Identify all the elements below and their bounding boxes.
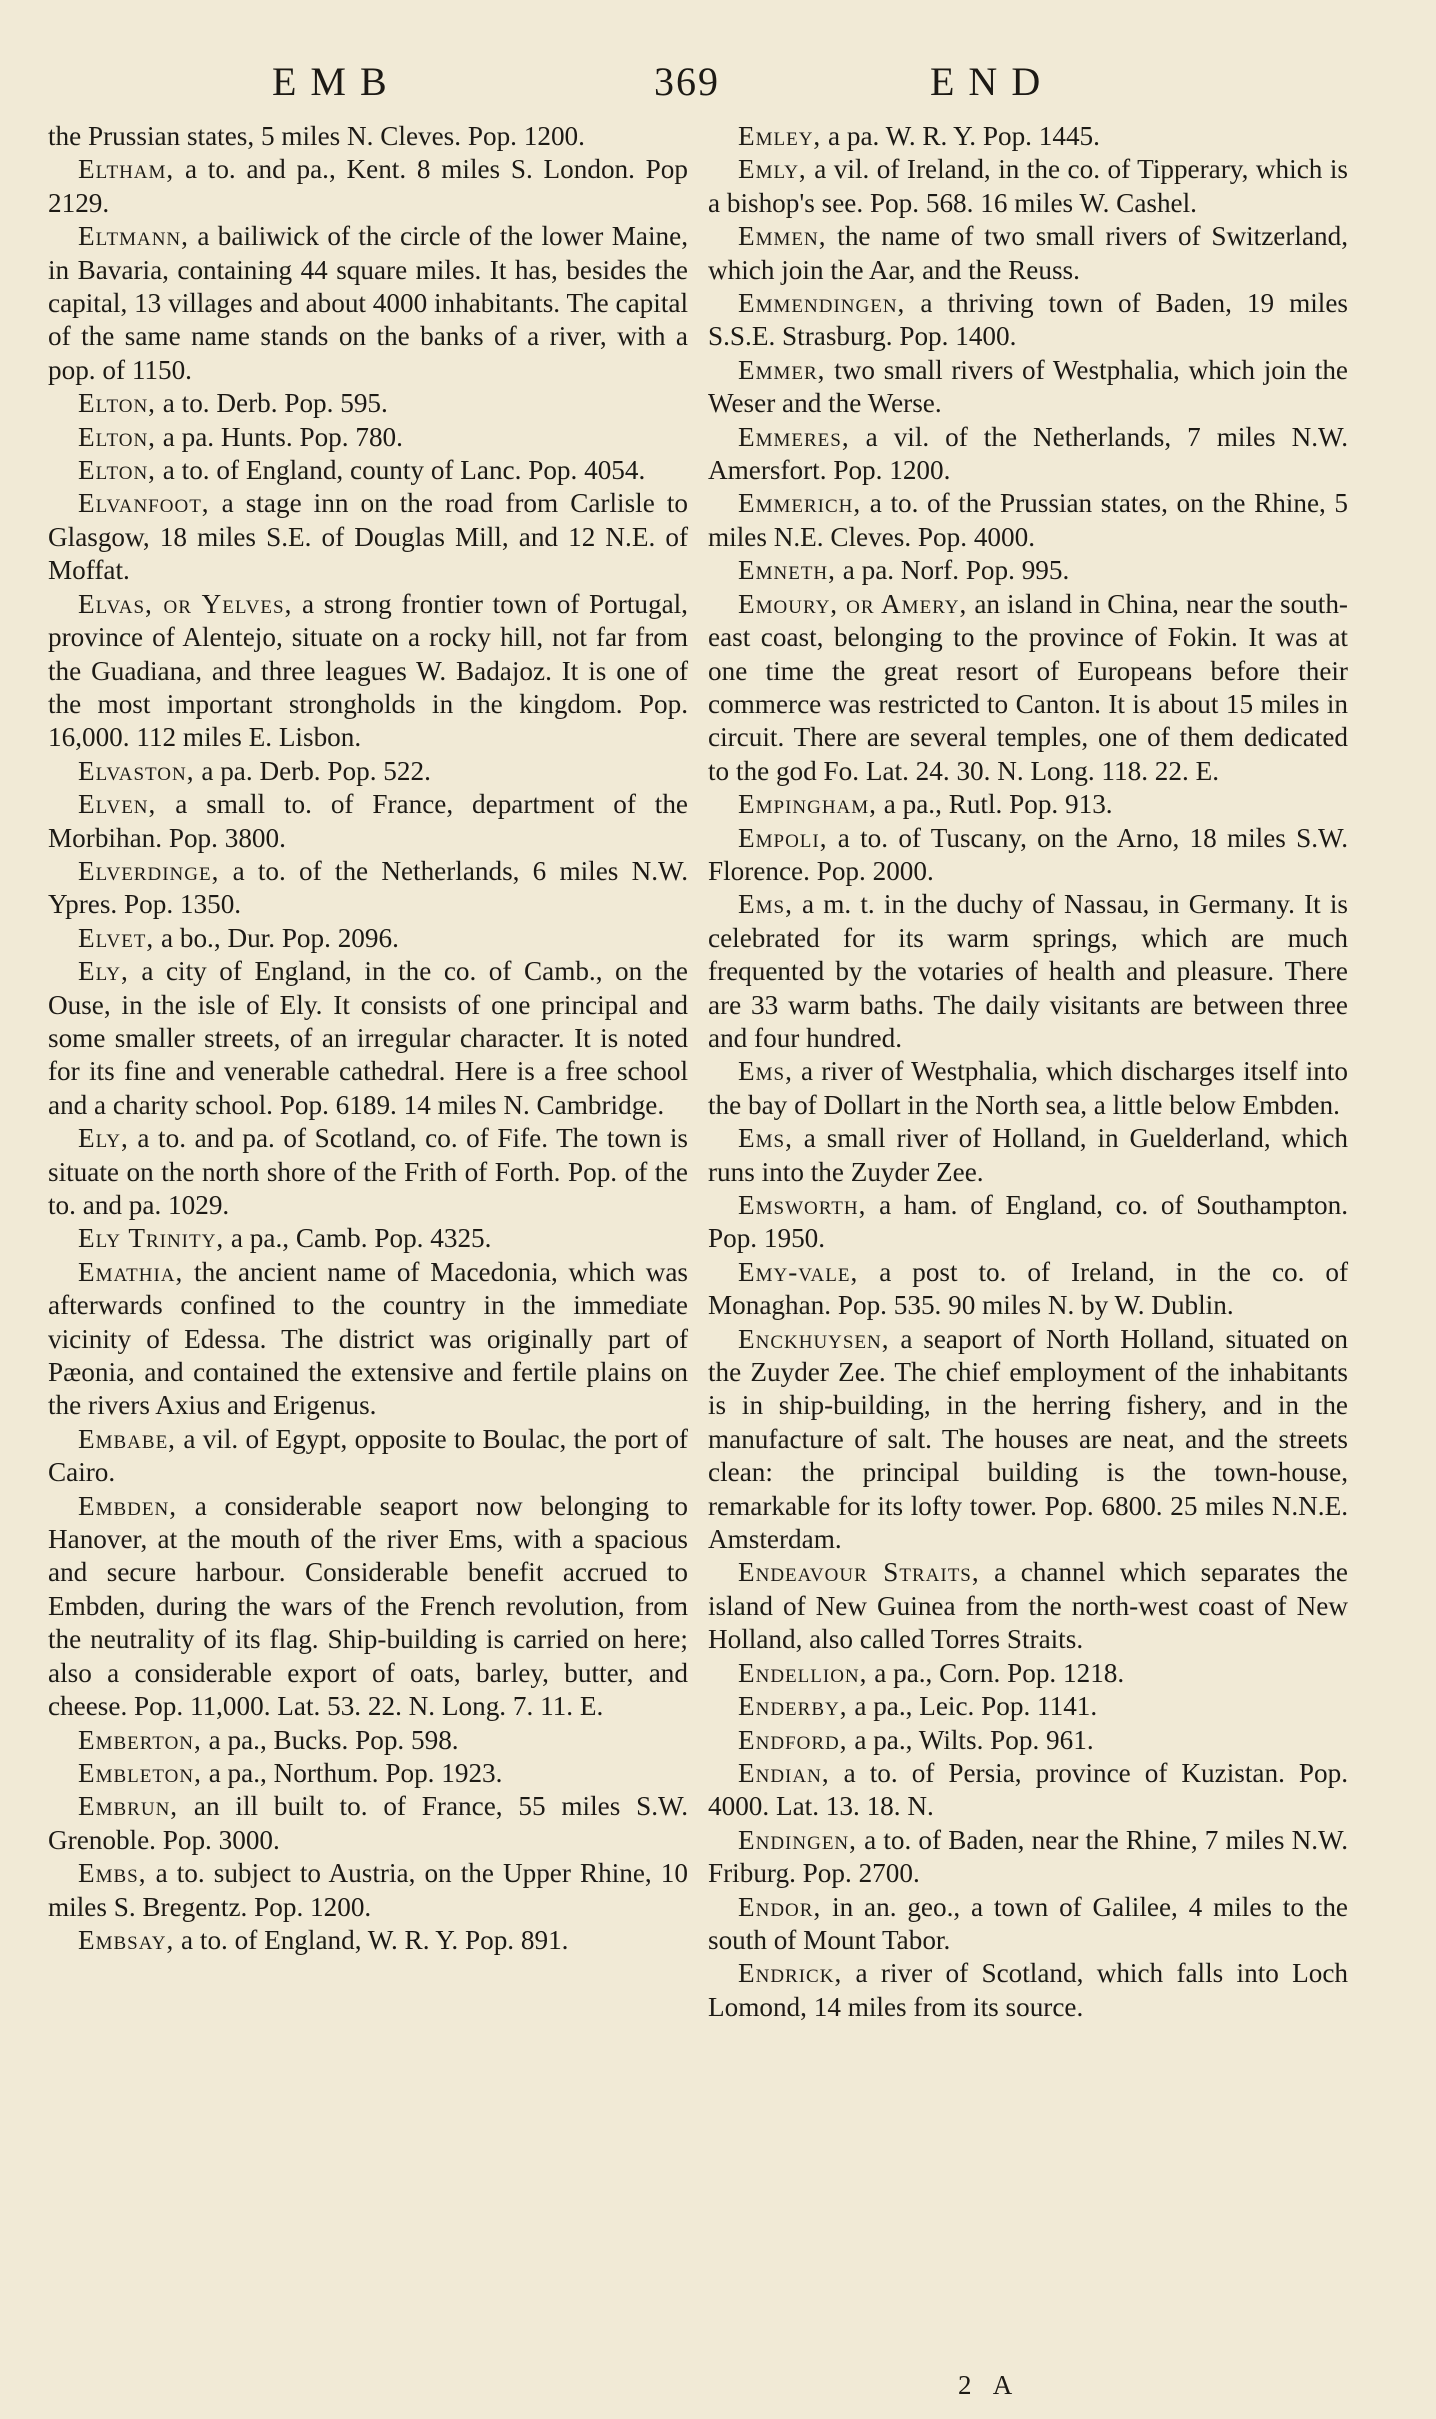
entry-text: an island in China, near the south-east coast, belonging to the province of Fokin. It was at one time the great resort of Europeans before their commerce was restricted to Canton. It is about 15 miles in circuit. There are several temples, one of them dedicated to the god Fo. Lat. 24. 30. N. Long. 118. 22. E. <box>708 588 1348 786</box>
entry-text: a city of England, in the co. of Camb., on the Ouse, in the isle of Ely. It consists of one principal and some smaller streets, of an irregular character. It is noted for its fine and venerable cathedral. Here is a free school and a charity school. Pop. 6189. 14 miles N. Cambridge. <box>48 956 688 1120</box>
gazetteer-entry <box>708 1690 1348 1723</box>
entry-headword: Elton, <box>78 421 156 452</box>
gazetteer-entry <box>708 1055 1348 1122</box>
gazetteer-entry <box>708 1323 1348 1557</box>
entry-headword: Elton, <box>78 455 156 486</box>
gazetteer-entry <box>48 220 688 387</box>
gazetteer-entry <box>708 822 1348 889</box>
entry-headword: Elverdinge, <box>78 855 220 886</box>
entry-headword: Empoli, <box>738 822 828 853</box>
entry-text: a to. of the Netherlands, 6 miles N.W. Ypres. Pop. 1350. <box>48 855 688 920</box>
entry-headword: Emmer, <box>738 354 826 385</box>
gazetteer-entry <box>48 1222 688 1255</box>
entry-text: a pa. W. R. Y. Pop. 1445. <box>821 121 1100 151</box>
entry-text: a to. and pa. of Scotland, co. of Fife. The town is situate on the north shore of the Frith of Forth. Pop. of the to. and pa. 1029. <box>48 1123 688 1220</box>
entry-headword: Ems, <box>738 1123 793 1154</box>
gazetteer-entry <box>48 1423 688 1490</box>
gazetteer-entry <box>708 1256 1348 1323</box>
entry-text: a river of Scotland, which falls into Loch Lomond, 14 miles from its source. <box>708 1958 1348 2022</box>
gazetteer-entry <box>708 1824 1348 1891</box>
entry-text: a pa. Derb. Pop. 522. <box>194 755 431 786</box>
entry-text: a m. t. in the duchy of Nassau, in Germany. It is celebrated for its warm springs, which are much frequented by the votaries of health and pleasure. There are 33 warm baths. The daily visitants are between three and four hundred. <box>708 889 1348 1053</box>
entry-text: a pa., Rutl. Pop. 913. <box>876 789 1113 820</box>
gazetteer-entry <box>48 1122 688 1222</box>
gazetteer-entry <box>48 855 688 922</box>
header-left-guideword: EMB <box>272 59 401 104</box>
entry-text: a pa., Wilts. Pop. 961. <box>847 1724 1094 1755</box>
entry-headword: Emmendingen, <box>738 288 906 319</box>
gazetteer-entry <box>48 955 688 1122</box>
entry-headword: Emly, <box>738 154 807 185</box>
gazetteer-entry <box>48 788 688 855</box>
entry-headword: Embleton, <box>78 1757 202 1788</box>
entry-text: a pa., Camb. Pop. 4325. <box>224 1223 492 1254</box>
entry-text: a to. and pa., Kent. 8 miles S. London. Pop 2129. <box>48 154 688 218</box>
entry-text: a bo., Dur. Pop. 2096. <box>154 922 399 953</box>
entry-text: a post to. of Ireland, in the co. of Monaghan. Pop. 535. 90 miles N. by W. Dublin. <box>708 1256 1348 1321</box>
entry-headword: Endeavour Straits, <box>738 1557 980 1588</box>
page-number: 369 <box>654 59 720 104</box>
entry-text: a ham. of England, co. of Southampton. Pop. 1950. <box>708 1190 1348 1254</box>
gazetteer-entry <box>708 120 1348 153</box>
entry-text: a vil. of the Netherlands, 7 miles N.W. Amersfort. Pop. 1200. <box>708 421 1348 486</box>
gazetteer-entry <box>708 153 1348 220</box>
entry-text: the ancient name of Macedonia, which was afterwards confined to the country in the immediate vicinity of Edessa. The district was originally part of Pæonia, and contained the extensive and fertile plains on the rivers Axius and Erigenus. <box>48 1256 688 1421</box>
gazetteer-entry <box>708 287 1348 354</box>
entry-headword: Emathia, <box>78 1256 184 1287</box>
gazetteer-entry <box>708 220 1348 287</box>
entry-headword: Emley, <box>738 121 822 151</box>
gazetteer-entry <box>708 588 1348 788</box>
gazetteer-entry <box>48 454 688 487</box>
entry-text: in an. geo., a town of Galilee, 4 miles to the south of Mount Tabor. <box>708 1891 1348 1955</box>
entry-headword: Endellion, <box>738 1657 868 1688</box>
entry-headword: Embabe, <box>78 1423 176 1454</box>
entry-text: a vil. of Ireland, in the co. of Tipperary, which is a bishop's see. Pop. 568. 16 miles W. Cashel. <box>708 154 1348 218</box>
entry-headword: Elvanfoot, <box>78 488 210 519</box>
entry-headword: Elvaston, <box>78 755 195 786</box>
entry-text: a to. of Persia, province of Kuzistan. Pop. 4000. Lat. 13. 18. N. <box>708 1757 1348 1822</box>
gazetteer-entry <box>708 1657 1348 1690</box>
entry-text: a to. of Tuscany, on the Arno, 18 miles S.W. Florence. Pop. 2000. <box>708 822 1348 886</box>
entry-text: the Prussian states, 5 miles N. Cleves. Pop. 1200. <box>48 121 585 151</box>
gazetteer-entry <box>48 1490 688 1724</box>
entry-text: an ill built to. of France, 55 miles S.W. Grenoble. Pop. 3000. <box>48 1791 688 1855</box>
entry-text: a pa., Leic. Pop. 1141. <box>847 1691 1098 1722</box>
gazetteer-entry <box>708 354 1348 421</box>
gazetteer-entry <box>708 421 1348 488</box>
signature-mark: 2 A <box>958 2370 1021 2400</box>
gazetteer-entry <box>48 487 688 587</box>
entry-headword: Emsworth, <box>738 1190 867 1220</box>
entry-headword: Endford, <box>738 1724 848 1755</box>
header-right-guideword: END <box>930 59 1055 104</box>
entry-headword: Enckhuysen, <box>738 1323 890 1354</box>
gazetteer-entry <box>708 1891 1348 1958</box>
gazetteer-entry <box>48 421 688 454</box>
gazetteer-entry <box>708 888 1348 1055</box>
entry-headword: Emneth, <box>738 555 836 586</box>
entry-headword: Endingen, <box>738 1824 857 1855</box>
gazetteer-entry <box>48 120 688 153</box>
entry-headword: Embs, <box>78 1858 147 1889</box>
running-header <box>0 58 1436 114</box>
entry-text: a thriving town of Baden, 19 miles S.S.E. Strasburg. Pop. 1400. <box>708 288 1348 352</box>
entry-headword: Elvas, or Yelves, <box>78 588 293 619</box>
right-column <box>708 120 1348 2024</box>
entry-headword: Endor, <box>738 1891 822 1922</box>
entry-text: a channel which separates the island of New Guinea from the north-west coast of New Holland, also called Torres Straits. <box>708 1557 1348 1655</box>
left-column <box>48 120 688 1957</box>
entry-text: a to. of the Prussian states, on the Rhine, 5 miles N.E. Cleves. Pop. 4000. <box>708 488 1348 552</box>
entry-text: a seaport of North Holland, situated on the Zuyder Zee. The chief employment of the inhabitants is in ship-building, in the herring fishery, and in the manufacture of salt. The houses are neat, and the streets clean: the principal building is the town-house, remarkable for its lofty tower. Pop. 6800. 25 miles N.N.E. Amsterdam. <box>708 1323 1348 1555</box>
gazetteer-entry <box>708 1556 1348 1656</box>
entry-text: a to. of Baden, near the Rhine, 7 miles N.W. Friburg. Pop. 2700. <box>708 1824 1348 1889</box>
gazetteer-entry <box>48 387 688 420</box>
entry-text: a small river of Holland, in Guelderland, which runs into the Zuyder Zee. <box>708 1123 1348 1187</box>
entry-text: a to. of England, W. R. Y. Pop. 891. <box>174 1924 569 1955</box>
entry-text: a bailiwick of the circle of the lower Maine, in Bavaria, containing 44 square miles. It has, besides the capital, 13 villages and about 4000 inhabitants. The capital of the same name stands on the banks of a river, with a pop. of 1150. <box>48 221 688 385</box>
entry-headword: Embrun, <box>78 1791 179 1822</box>
entry-headword: Ely, <box>78 1123 129 1154</box>
gazetteer-entry <box>708 487 1348 554</box>
entry-text: a stage inn on the road from Carlisle to Glasgow, 18 miles S.E. of Douglas Mill, and 12 N.E. of Moffat. <box>48 488 688 586</box>
entry-text: two small rivers of Westphalia, which join the Weser and the Werse. <box>708 354 1348 419</box>
entry-text: a to. Derb. Pop. 595. <box>155 388 388 419</box>
entry-headword: Elvet, <box>78 922 155 953</box>
gazetteer-entry <box>708 1724 1348 1757</box>
gazetteer-entry <box>48 1857 688 1924</box>
entry-text: a pa., Northum. Pop. 1923. <box>201 1757 503 1788</box>
entry-headword: Emmerich, <box>738 488 862 519</box>
gazetteer-entry <box>708 1757 1348 1824</box>
entry-headword: Ems, <box>738 889 793 920</box>
gazetteer-entry <box>48 922 688 955</box>
entry-headword: Eltmann, <box>78 221 189 252</box>
entry-headword: Ems, <box>738 1056 793 1087</box>
entry-headword: Emmen, <box>738 221 827 252</box>
gazetteer-entry <box>708 1189 1348 1256</box>
entry-headword: Embden, <box>78 1490 178 1521</box>
entry-text: a river of Westphalia, which discharges itself into the bay of Dollart in the North sea, a little below Embden. <box>708 1056 1348 1120</box>
entry-headword: Empingham, <box>738 789 877 820</box>
gazetteer-entry <box>48 588 688 755</box>
gazetteer-entry <box>48 1757 688 1790</box>
entry-text: a pa. Hunts. Pop. 780. <box>155 421 403 452</box>
entry-text: a pa., Bucks. Pop. 598. <box>201 1724 459 1755</box>
entry-headword: Emmeres, <box>738 421 850 452</box>
entry-text: a strong frontier town of Portugal, province of Alentejo, situate on a rocky hill, not far from the Guadiana, and three leagues W. Badajoz. It is one of the most important strongholds in the kingdom. Pop. 16,000. 112 miles E. Lisbon. <box>48 588 688 753</box>
entry-text: a to. of England, county of Lanc. Pop. 4054. <box>155 455 646 486</box>
entry-text: a pa. Norf. Pop. 995. <box>835 555 1070 586</box>
entry-headword: Elton, <box>78 388 156 419</box>
entry-headword: Endian, <box>738 1757 830 1788</box>
entry-headword: Embsay, <box>78 1924 175 1955</box>
entry-headword: Emy-vale, <box>738 1256 859 1287</box>
entry-headword: Enderby, <box>738 1691 848 1722</box>
gazetteer-entry <box>48 755 688 788</box>
gazetteer-entry <box>708 554 1348 587</box>
entry-headword: Ely, <box>78 956 129 987</box>
entry-headword: Emoury, or Amery, <box>738 588 968 619</box>
entry-headword: Emberton, <box>78 1724 202 1755</box>
entry-text: the name of two small rivers of Switzerland, which join the Aar, and the Reuss. <box>708 221 1348 285</box>
entry-text: a to. subject to Austria, on the Upper Rhine, 10 miles S. Bregentz. Pop. 1200. <box>48 1858 688 1922</box>
gazetteer-entry <box>48 1924 688 1957</box>
entry-text: a vil. of Egypt, opposite to Boulac, the port of Cairo. <box>48 1423 688 1488</box>
entry-headword: Ely Trinity, <box>78 1223 225 1254</box>
entry-text: a pa., Corn. Pop. 1218. <box>867 1657 1125 1688</box>
entry-headword: Eltham, <box>78 154 175 185</box>
gazetteer-entry <box>708 1957 1348 2024</box>
gazetteer-entry <box>48 1256 688 1423</box>
entry-text: a considerable seaport now belonging to Hanover, at the mouth of the river Ems, with a spacious and secure harbour. Considerable benefit accrued to Embden, during the wars of the French revolution, from the neutrality of its flag. Ship-building is carried on here; also a considerable export of oats, barley, butter, and cheese. Pop. 11,000. Lat. 53. 22. N. Long. 7. 11. E. <box>48 1490 688 1722</box>
entry-headword: Elven, <box>78 789 157 820</box>
gazetteer-entry <box>48 1790 688 1857</box>
entry-text: a small to. of France, department of the Morbihan. Pop. 3800. <box>48 789 688 853</box>
entry-headword: Endrick, <box>738 1958 843 1989</box>
gazetteer-entry <box>708 1122 1348 1189</box>
gazetteer-entry <box>708 788 1348 821</box>
gazetteer-entry <box>48 153 688 220</box>
gazetteer-entry <box>48 1724 688 1757</box>
